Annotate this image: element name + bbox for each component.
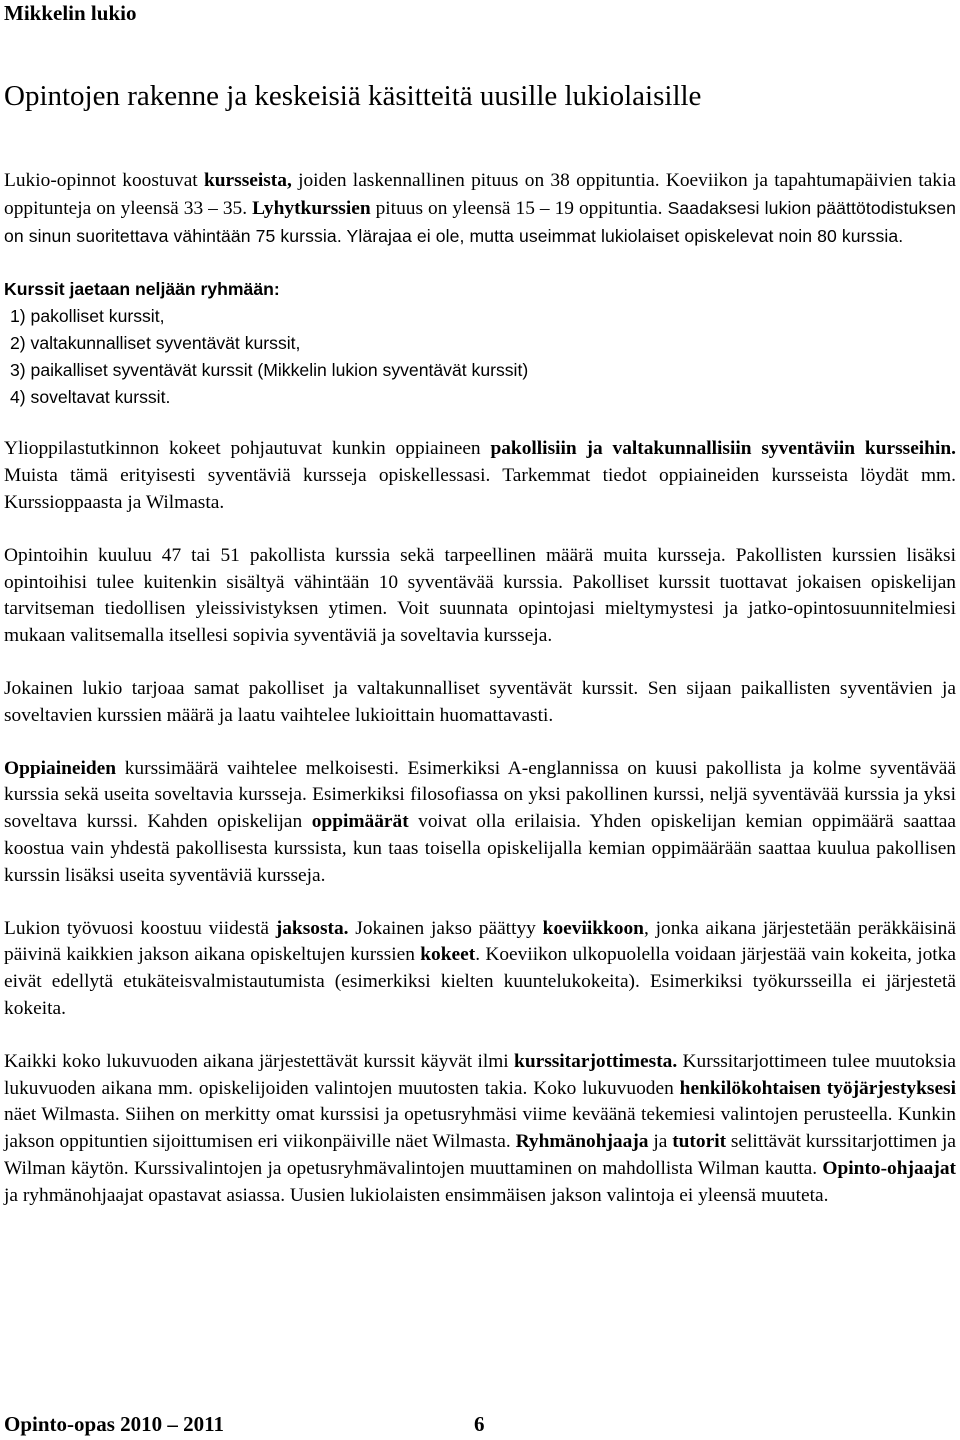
tray-bold-kurssitarjottimesta: kurssitarjottimesta. — [514, 1050, 678, 1072]
list-item: 1) pakolliset kurssit, — [10, 306, 165, 327]
tray-bold-tyojarjestys: henkilökohtaisen työjärjestyksesi — [679, 1077, 956, 1099]
subjects-paragraph — [4, 756, 956, 890]
course-tray-paragraph — [4, 1049, 956, 1210]
page-number: 6 — [474, 1412, 485, 1436]
tray-text-2: Kurssitarjottimeen tulee muutoksia lukuvuoden aikana mm. opiskelijoiden valintojen muutosten takia. Koko lukuvuoden — [4, 1050, 956, 1099]
tray-bold-opinto-ohjaajat: Opinto-ohjaajat — [822, 1157, 956, 1179]
subjects-bold-oppimaarat: oppimäärät — [311, 811, 409, 833]
tray-text-5: selittävät kurssitarjottimen ja Wilman käytön. Kurssivalintojen ja opetusryhmävalintojen muuttaminen on mahdollista Wilman kautta. — [4, 1131, 956, 1179]
intro-paragraph — [4, 168, 956, 250]
list-item: 4) soveltavat kurssit. — [10, 386, 171, 407]
guide-title: Opinto-opas 2010 – 2011 — [4, 1412, 224, 1436]
year-text-1: Lukion työvuosi koostuu viidestä — [4, 917, 276, 939]
school-name: Mikkelin lukio — [4, 1, 137, 25]
yo-text-1: Ylioppilastutkinnon kokeet pohjautuvat kunkin oppiaineen — [4, 438, 491, 460]
school-year-paragraph — [4, 916, 956, 1023]
studies-paragraph: Opintoihin kuuluu 47 tai 51 pakollista kurssia sekä tarpeellinen määrä muita kursseja. Pakollisten kurssien lisäksi opintoihisi tulee kuitenkin sisältyä vähintään 10 syventävää kurssia. Pakolliset kurssit tuottavat jokaisen opiskelijan tarvitseman tiedollisen yleissivistyksen ytimen. Voit suunnata opintojasi mieltymystesi ja jatko-opintosuunnitelmiesi mukaan valitsemalla itsellesi sopivia syventäviä ja soveltavia kursseja. — [4, 544, 956, 647]
matriculation-paragraph — [4, 436, 956, 516]
yo-text-2: Muista tämä erityisesti syventäviä kursseja opiskellessasi. Tarkemmat tiedot oppiaineiden kursseista löydät mm. Kurssioppaasta ja Wilmasta. — [4, 465, 956, 513]
list-item: 2) valtakunnalliset syventävät kurssit, — [10, 332, 301, 353]
tray-text-3: näet Wilmasta. Siihen on merkitty omat kurssisi ja opetusryhmäsi viime keväänä tekemiesi valintojen perusteella. Kunkin jakson oppituntien sijoittumisen eri viikonpäiville näet Wilmasta. — [4, 1104, 956, 1153]
intro-bold-kursseista: kursseista, — [203, 170, 292, 191]
intro-text-requirements: Saadaksesi lukion päättötodistuksen on sinun suoritettava vähintään 75 kurssia. Ylärajaa ei ole, mutta useimmat lukiolaiset opiskelevat noin 80 kurssia. — [4, 197, 956, 246]
year-bold-kokeet: kokeet — [420, 944, 476, 966]
year-text-4: . Koeviikon ulkopuolella voidaan järjestää vain kokeita, jotka eivät edellytä etukäteisvalmistautumista (esimerkiksi kielten kuuntelukokeita). Esimerkiksi työkursseilla ei järjestetä kokeita. — [4, 944, 956, 1019]
tray-bold-ryhmanohjaaja: Ryhmänohjaaja — [515, 1131, 649, 1153]
yo-bold-courses: pakollisiin ja valtakunnallisiin syventäviin kursseihin. — [490, 438, 956, 460]
year-bold-jaksosta: jaksosta. — [275, 917, 349, 939]
intro-bold-lyhytkurssien: Lyhytkurssien — [252, 197, 371, 219]
year-bold-koeviikkoon: koeviikkoon — [542, 917, 644, 939]
list-item: 3) paikalliset syventävät kurssit (Mikkelin lukion syventävät kurssit) — [10, 359, 529, 380]
tray-bold-tutorit: tutorit — [672, 1131, 727, 1153]
course-groups-heading: Kurssit jaetaan neljään ryhmään: — [4, 279, 280, 300]
intro-text-2: joiden laskennallinen pituus on 38 oppituntia. Koeviikon ja tapahtumapäivien takia oppitunteja on yleensä 33 – 35. — [4, 170, 956, 219]
every-school-paragraph: Jokainen lukio tarjoaa samat pakolliset ja valtakunnalliset syventävät kurssit. Sen sijaan paikallisten syventävien ja soveltavien kurssien määrä ja laatu vaihtelee lukioittain huomattavasti. — [4, 677, 956, 726]
page-title: Opintojen rakenne ja keskeisiä käsitteitä uusille lukiolaisille — [4, 80, 702, 112]
year-text-2: Jokainen jakso päättyy — [348, 917, 543, 939]
subjects-bold-oppiaineiden: Oppiaineiden — [4, 757, 117, 779]
document-body — [4, 168, 956, 1210]
intro-text-1: Lukio-opinnot koostuvat — [4, 170, 204, 191]
page-footer — [4, 1410, 485, 1438]
year-text-3: , jonka aikana järjestetään peräkkäisinä päivinä kaikkien jakson aikana opiskeltujen kurssien — [4, 917, 956, 966]
intro-text-3: pituus on yleensä 15 – 19 oppituntia. — [370, 197, 663, 219]
tray-text-4: ja — [648, 1131, 673, 1153]
subjects-text-2: voivat olla erilaisia. Yhden opiskelijan kemian oppimäärä saattaa koostua vain yhdestä pakollisesta kurssista, kun taas toisella opiskelijalla kemian oppimäärään saattaa kuulua pakollisen kurssin lisäksi useita syventäviä kursseja. — [4, 811, 957, 886]
tray-text-6: ja ryhmänohjaajat opastavat asiassa. Uusien lukiolaisten ensimmäisen jakson valintoja ei yleensä muuteta. — [4, 1184, 829, 1206]
tray-text-1: Kaikki koko lukuvuoden aikana järjestettävät kurssit käyvät ilmi — [4, 1050, 515, 1072]
subjects-text-1: kurssimäärä vaihtelee melkoisesti. Esimerkiksi A-englannissa on kuusi pakollista ja kolme syventävää kurssia sekä useita soveltavia kursseja. Esimerkiksi filosofiassa on yksi pakollinen kurssi, neljä syventävää kurssia ja yksi soveltava kurssi. Kahden opiskelijan — [4, 757, 956, 833]
course-groups-list — [4, 303, 956, 410]
